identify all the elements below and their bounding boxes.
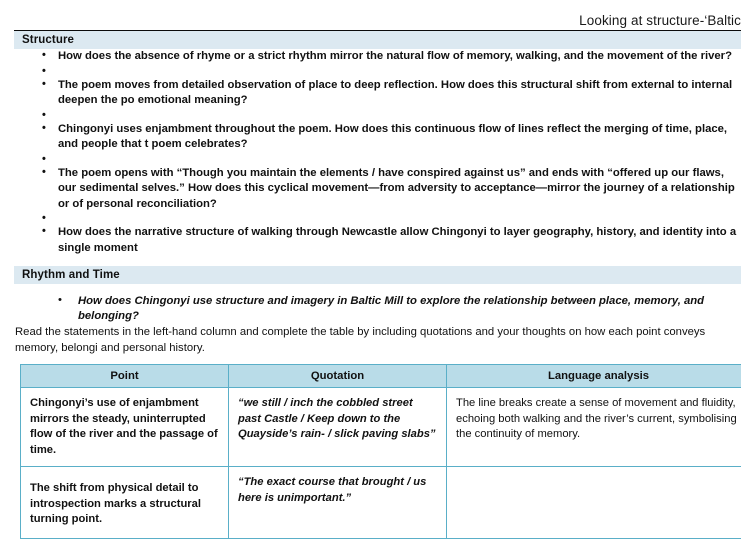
table-instruction: Read the statements in the left-hand column and complete the table by including quotations and your thoughts on how each point conveys memory, belongi and personal history. xyxy=(15,326,706,354)
list-item: • How does the narrative structure of walking through Newcastle allow Chingonyi to layer geography, history, and identity into a single moment xyxy=(0,225,741,256)
list-item: • Chingonyi uses enjambment throughout the poem. How does this continuous flow of lines reflect the merging of time, place, and people that t poem celebrates? xyxy=(0,122,741,153)
cell-language-analysis[interactable]: The line breaks create a sense of movement and fluidity, echoing both walking and the river’s current, symbolising the continuity of memory. xyxy=(447,388,741,467)
cell-quotation[interactable]: “we still / inch the cobbled street past Castle / Keep down to the Quayside’s rain- / slick paving slabs” xyxy=(229,388,447,467)
rhythm-focus-question: • How does Chingonyi use structure and imagery in Baltic Mill to explore the relationship between place, memory, and belonging? xyxy=(0,294,741,324)
document-header: Looking at structure-‘Baltic xyxy=(579,13,741,28)
spacer xyxy=(0,212,741,225)
column-header-quotation: Quotation xyxy=(229,365,447,388)
structure-question-list xyxy=(0,49,741,256)
list-item: • The poem moves from detailed observation of place to deep reflection. How does this structural shift from external to internal deepen the po emotional meaning? xyxy=(0,78,741,109)
spacer xyxy=(0,65,741,78)
cell-point: The shift from physical detail to introspection marks a structural turning point. xyxy=(21,467,229,539)
list-item: • How does the absence of rhyme or a strict rhythm mirror the natural flow of memory, walking, and the movement of the river? xyxy=(0,49,741,65)
table-header-row xyxy=(21,365,741,388)
table-row xyxy=(21,388,741,467)
analysis-table xyxy=(20,364,741,539)
cell-language-analysis[interactable] xyxy=(447,467,741,539)
section-heading-rhythm-and-time: Rhythm and Time xyxy=(14,266,741,284)
cell-point: Chingonyi’s use of enjambment mirrors the steady, uninterrupted flow of the river and the passage of time. xyxy=(21,388,229,467)
list-item: • The poem opens with “Though you maintain the elements / have conspired against us” and ends with “offered up our flaws, our sedimental selves.” How does this cyclical movement—from adversity to acceptance—mirror the journey of a relationship or of personal reconciliation? xyxy=(0,166,741,213)
spacer xyxy=(0,153,741,166)
analysis-table-wrapper xyxy=(20,364,741,539)
column-header-language-analysis: Language analysis xyxy=(447,365,741,388)
table-row xyxy=(21,467,741,539)
section-heading-structure: Structure xyxy=(14,31,741,49)
cell-quotation[interactable]: “The exact course that brought / us here is unimportant.” xyxy=(229,467,447,539)
column-header-point: Point xyxy=(21,365,229,388)
spacer xyxy=(0,109,741,122)
